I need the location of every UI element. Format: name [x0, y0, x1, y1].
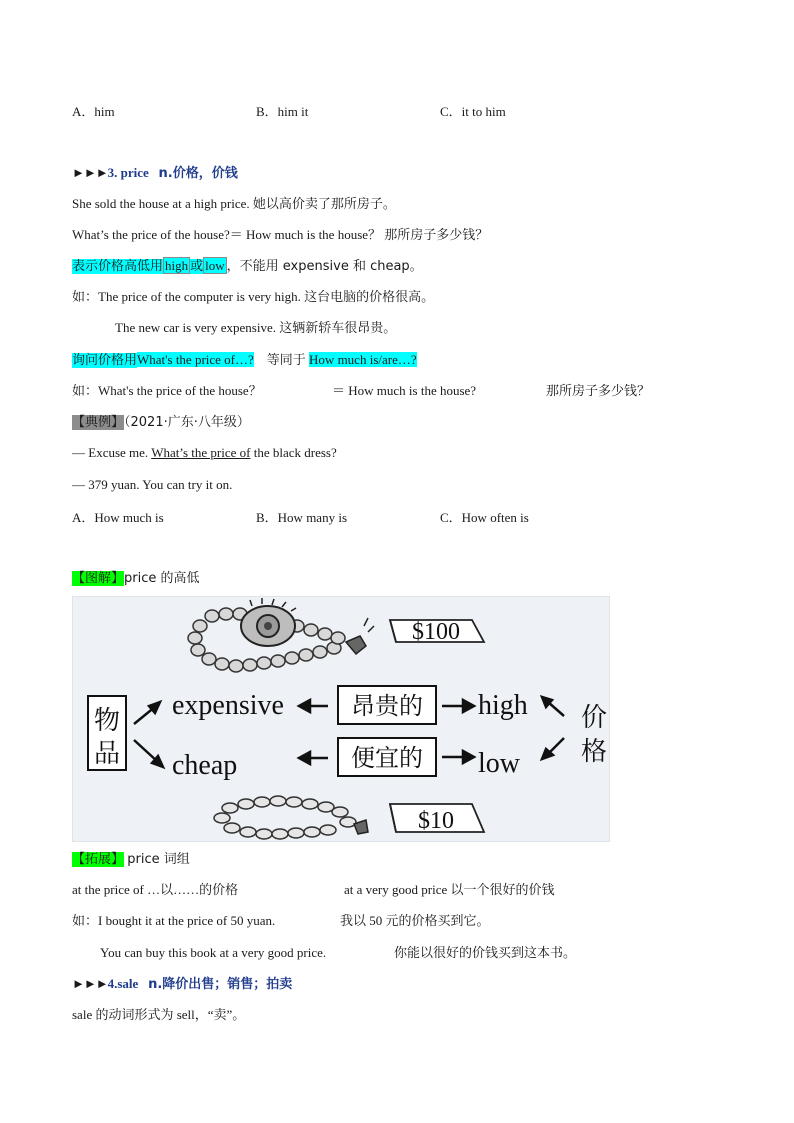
- rule-ask-pre: 询问价格用: [72, 353, 138, 368]
- right-char-2: 格: [580, 737, 608, 767]
- extension-title: price 词组: [127, 852, 190, 867]
- extension-tag: 【拓展】: [72, 852, 125, 867]
- extension-phrase-1: at the price of …以……的价格: [72, 882, 239, 897]
- word-high: high: [478, 690, 528, 721]
- typical-option-a: A．How much is: [72, 510, 164, 525]
- price-tag-high-text: $100: [412, 619, 460, 645]
- rule-ask-price: [72, 351, 417, 370]
- typical-option-c: C．How often is: [440, 510, 529, 525]
- rule-high-low: [72, 257, 423, 276]
- extension-example-2-cn: 你能以很好的价钱买到这本书。: [394, 945, 577, 960]
- example-sentence-2: What’s the price of the house?＝ How much is the house？ 那所房子多少钱？: [72, 227, 489, 242]
- box-expensive: [338, 686, 436, 724]
- section-4-heading: [72, 975, 292, 994]
- extension-phrase-2: at a very good price 以一个很好的价钱: [344, 882, 555, 897]
- extension-example-2-en: You can buy this book at a very good price.: [100, 945, 327, 960]
- price-tag-high: [390, 619, 484, 645]
- price-tag-low: [390, 804, 484, 834]
- section-3-heading: [72, 164, 238, 183]
- right-char-1: 价: [580, 703, 608, 733]
- box-expensive-text: 昂贵的: [351, 692, 423, 720]
- typical-source: （2021·广东·八年级）: [124, 415, 250, 430]
- item-box: [88, 696, 126, 770]
- example-sentence-1: She sold the house at a high price. 她以高价卖了那所房子。: [72, 196, 396, 211]
- word-cheap: cheap: [172, 750, 238, 781]
- example-sentence-4: The new car is very expensive. 这辆新轿车很昂贵。: [115, 320, 397, 335]
- price-illustration: [72, 596, 610, 842]
- typical-answer: — 379 yuan. You can try it on.: [72, 477, 233, 492]
- section-4-note: sale 的动词形式为 sell，“卖”。: [72, 1007, 246, 1022]
- extension-header: [72, 850, 190, 869]
- item-box-char-1: 物: [93, 706, 121, 736]
- typical-question-post: the black dress?: [250, 445, 337, 460]
- option-c: C．it to him: [440, 104, 506, 119]
- item-box-char-2: 品: [93, 739, 121, 769]
- extension-example-1-cn: 我以 50 元的价格买到它。: [340, 913, 490, 928]
- rule-ask-phrase-1: What's the price of…?: [137, 352, 254, 367]
- rule-word-or: 或: [190, 259, 204, 274]
- rule-ask-mid: 等同于: [266, 353, 306, 368]
- typical-question-pre: — Excuse me.: [72, 445, 152, 460]
- rule-word-low: low: [205, 258, 225, 273]
- box-cheap: [338, 738, 436, 776]
- heading-arrows: ►►►: [72, 165, 108, 180]
- heading-word: 3. price: [107, 165, 149, 180]
- rule-word-high: high: [165, 258, 189, 273]
- word-expensive: expensive: [172, 690, 284, 721]
- heading-4-pos: n.降价出售；销售；拍卖: [148, 977, 293, 992]
- rule-ask-phrase-2: How much is/are…?: [309, 352, 417, 367]
- option-b: B．him it: [256, 104, 309, 119]
- heading-pos: n.价格，价钱: [158, 166, 238, 181]
- box-cheap-text: 便宜的: [351, 744, 423, 772]
- typical-option-b: B．How many is: [256, 510, 348, 525]
- example-sentence-5-left: 如：What's the price of the house？: [72, 383, 262, 398]
- option-a: A．him: [72, 104, 115, 119]
- heading-4-arrows: ►►►: [72, 976, 108, 991]
- price-tag-low-text: $10: [418, 808, 454, 834]
- heading-4-word: 4.sale: [107, 976, 139, 991]
- typical-tag: 【典例】: [72, 415, 125, 430]
- example-sentence-3: 如：The price of the computer is very high. 这台电脑的价格很高。: [72, 289, 435, 304]
- example-sentence-5-eq: ＝ How much is the house?: [332, 383, 477, 398]
- illustration-title: price 的高低: [124, 571, 200, 586]
- typical-example-header: [72, 413, 250, 432]
- word-low: low: [478, 748, 520, 779]
- rule-high-low-pre: 表示价格高低用: [72, 259, 164, 274]
- illustration-header: [72, 569, 200, 588]
- example-sentence-5-cn: 那所房子多少钱？: [546, 383, 651, 398]
- rule-high-low-post: ，不能用 expensive 和 cheap。: [226, 259, 423, 274]
- typical-question-underlined: What’s the price of: [151, 445, 251, 460]
- illustration-tag: 【图解】: [72, 571, 125, 586]
- typical-question: [72, 444, 337, 462]
- extension-example-1-en: 如：I bought it at the price of 50 yuan.: [72, 913, 276, 928]
